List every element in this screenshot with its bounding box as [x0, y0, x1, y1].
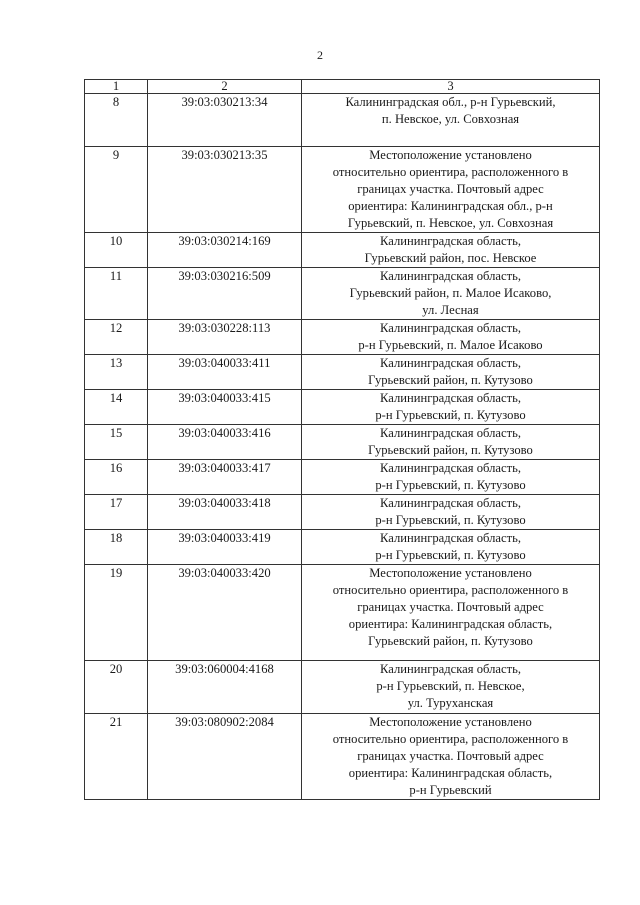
address-line: относительно ориентира, расположенного в: [332, 732, 569, 746]
table-body: [85, 94, 600, 800]
address-line: относительно ориентира, расположенного в: [332, 165, 569, 179]
address-line: р-н Гурьевский, п. Кутузово: [375, 408, 526, 422]
address-line: п. Невское, ул. Совхозная: [381, 112, 520, 126]
address-line: ул. Лесная: [422, 303, 479, 317]
cadastral-number: 39:03:030213:34: [148, 94, 302, 147]
column-header-1: 1: [85, 80, 148, 94]
row-number: 18: [85, 530, 148, 565]
cadastral-number: 39:03:040033:417: [148, 460, 302, 495]
address-line: ориентира: Калининградская область,: [348, 617, 553, 631]
cadastral-number: 39:03:040033:419: [148, 530, 302, 565]
plot-address: [302, 233, 600, 268]
address-line: р-н Гурьевский, п. Малое Исаково: [358, 338, 543, 352]
address-line: Местоположение установлено: [369, 148, 532, 162]
row-number: 9: [85, 147, 148, 233]
cadastral-number: 39:03:040033:418: [148, 495, 302, 530]
land-plot-table: [84, 79, 600, 800]
row-number: 13: [85, 355, 148, 390]
address-line: р-н Гурьевский, п. Кутузово: [375, 513, 526, 527]
plot-address: [302, 147, 600, 233]
address-line: ул. Туруханская: [407, 696, 494, 710]
table-header-row: [85, 80, 600, 94]
cadastral-number: 39:03:030216:509: [148, 268, 302, 320]
plot-address: [302, 268, 600, 320]
page-number: 2: [317, 48, 323, 62]
address-line: р-н Гурьевский, п. Невское,: [376, 679, 525, 693]
address-line: р-н Гурьевский: [409, 783, 492, 797]
cadastral-number: 39:03:040033:420: [148, 565, 302, 661]
row-number: 12: [85, 320, 148, 355]
address-line: Калининградская область,: [380, 391, 521, 405]
cadastral-number: 39:03:030228:113: [148, 320, 302, 355]
table-row: [85, 320, 600, 355]
address-line: Гурьевский район, п. Кутузово: [368, 373, 533, 387]
address-line: ориентира: Калининградская область,: [348, 766, 553, 780]
address-line: Местоположение установлено: [369, 566, 532, 580]
plot-address: [302, 390, 600, 425]
row-number: 11: [85, 268, 148, 320]
cadastral-number: 39:03:080902:2084: [148, 714, 302, 800]
address-line: Гурьевский район, п. Малое Исаково,: [349, 286, 552, 300]
table-row: [85, 94, 600, 147]
address-line: Калининградская область,: [380, 426, 521, 440]
table-row: [85, 147, 600, 233]
address-line: относительно ориентира, расположенного в: [332, 583, 569, 597]
table-row: [85, 355, 600, 390]
plot-address: [302, 495, 600, 530]
plot-address: [302, 460, 600, 495]
cadastral-number: 39:03:040033:416: [148, 425, 302, 460]
table-row: [85, 495, 600, 530]
address-line: Гурьевский, п. Невское, ул. Совхозная: [347, 216, 554, 230]
row-number: 16: [85, 460, 148, 495]
cadastral-number: 39:03:060004:4168: [148, 661, 302, 714]
plot-address: [302, 565, 600, 661]
cadastral-number: 39:03:040033:415: [148, 390, 302, 425]
table-row: [85, 530, 600, 565]
address-line: Гурьевский район, п. Кутузово: [368, 634, 533, 648]
table-row: [85, 390, 600, 425]
address-line: Калининградская обл., р-н Гурьевский,: [345, 95, 556, 109]
address-line: Калининградская область,: [380, 321, 521, 335]
column-header-3: 3: [302, 80, 600, 94]
address-line: ориентира: Калининградская обл., р-н: [348, 199, 553, 213]
address-line: границах участка. Почтовый адрес: [357, 182, 544, 196]
address-line: Калининградская область,: [380, 234, 521, 248]
table-row: [85, 714, 600, 800]
address-line: Местоположение установлено: [369, 715, 532, 729]
row-number: 14: [85, 390, 148, 425]
row-number: 19: [85, 565, 148, 661]
plot-address: [302, 530, 600, 565]
plot-address: [302, 425, 600, 460]
table-row: [85, 460, 600, 495]
row-number: 15: [85, 425, 148, 460]
column-header-2: 2: [148, 80, 302, 94]
row-number: 17: [85, 495, 148, 530]
plot-address: [302, 320, 600, 355]
address-line: Гурьевский район, пос. Невское: [364, 251, 537, 265]
address-line: р-н Гурьевский, п. Кутузово: [375, 548, 526, 562]
table-row: [85, 425, 600, 460]
cadastral-number: 39:03:040033:411: [148, 355, 302, 390]
address-line: Калининградская область,: [380, 496, 521, 510]
address-line: Калининградская область,: [380, 356, 521, 370]
table-row: [85, 565, 600, 661]
address-line: Калининградская область,: [380, 269, 521, 283]
table-row: [85, 661, 600, 714]
plot-address: [302, 661, 600, 714]
row-number: 20: [85, 661, 148, 714]
plot-address: [302, 355, 600, 390]
plot-address: [302, 714, 600, 800]
plot-address: [302, 94, 600, 147]
row-number: 8: [85, 94, 148, 147]
address-line: Калининградская область,: [380, 461, 521, 475]
address-line: Калининградская область,: [380, 531, 521, 545]
address-line: Калининградская область,: [380, 662, 521, 676]
address-line: р-н Гурьевский, п. Кутузово: [375, 478, 526, 492]
table-row: [85, 233, 600, 268]
address-line: границах участка. Почтовый адрес: [357, 749, 544, 763]
table-row: [85, 268, 600, 320]
row-number: 21: [85, 714, 148, 800]
address-line: границах участка. Почтовый адрес: [357, 600, 544, 614]
cadastral-number: 39:03:030214:169: [148, 233, 302, 268]
row-number: 10: [85, 233, 148, 268]
address-line: Гурьевский район, п. Кутузово: [368, 443, 533, 457]
cadastral-number: 39:03:030213:35: [148, 147, 302, 233]
